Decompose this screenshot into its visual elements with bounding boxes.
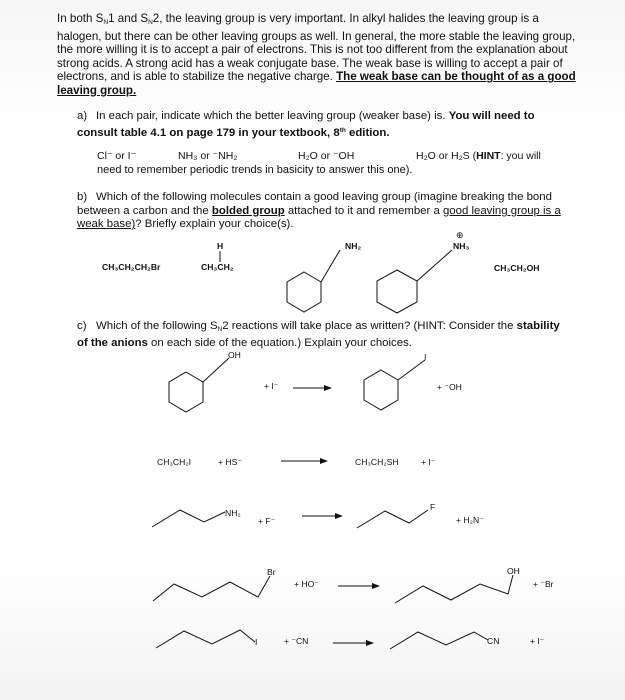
r3-amide: + H₂N⁻ <box>456 515 484 525</box>
r3-nh2: NH₂ <box>225 508 241 518</box>
question-c-sub: N <box>217 326 223 333</box>
r4-bromide: + ⁻Br <box>533 579 554 589</box>
benzene-2-bond <box>417 250 452 281</box>
question-c-label: c) <box>77 320 87 332</box>
r3-fluoride: + F⁻ <box>258 516 276 526</box>
r1-iodide: + I⁻ <box>264 381 279 391</box>
mol-ammonium-charge: ⊕ <box>456 230 464 240</box>
r4-hydroxide: + HO⁻ <box>294 579 319 589</box>
r4-br: Br <box>267 567 276 577</box>
question-c-text: Which of the following S <box>96 320 218 332</box>
benzene-ring-1 <box>287 272 321 312</box>
r2-hs: + HS⁻ <box>218 457 242 467</box>
pair-4-text: H₂O or H₂S ( <box>416 150 477 162</box>
mol-h-top: H <box>217 241 224 251</box>
intro-text: In both S <box>57 12 104 25</box>
intro-emphasis: The weak base can be thought of as a good leaving group. <box>57 70 576 97</box>
r3-amine-chain <box>152 510 225 527</box>
r5-nitrile-chain <box>390 632 488 649</box>
r2-ethyl-iodide: CH₃CH₂I <box>157 457 192 467</box>
question-c-bold: stability of the anions <box>77 320 560 349</box>
mol-propyl-bromide: CH₃CH₂CH₂Br <box>102 262 161 272</box>
r3-f: F <box>430 502 436 512</box>
r5-iodide-chain <box>156 630 258 648</box>
r5-cyanide: + ⁻CN <box>284 636 309 646</box>
r1-right-bond <box>398 360 425 380</box>
question-b-text: Which of the following molecules contain a good leaving group (imagine breaking the bond between a carbon and the <box>77 191 552 217</box>
benzene-ring-2 <box>377 270 417 313</box>
question-a-line3: need to remember periodic trends in basicity to answer this one). <box>97 164 413 176</box>
intro-text-b: 1 and S <box>108 12 149 25</box>
mol-aniline-nh2: NH₂ <box>345 241 362 251</box>
intro-text-c: 2, the leaving group is very important. In alkyl halides the leaving group is a halogen, but there can be other leaving groups as well. In general, the more stable the leaving group, the more willing it is to accept a pair of electrons. This is not too different from the explanation about strong acids. A strong acid has a weak conjugate base. The weak base is willing to accept a pair of electrons, and is able to stabilize the negative charge. <box>57 12 576 84</box>
pair-3: H₂O or ⁻OH <box>298 150 355 162</box>
question-a-end: edition. <box>345 126 390 139</box>
mol-ammonium: NH₃ <box>453 241 470 251</box>
question-a-bold: You will need to consult table 4.1 on page 179 in your textbook, 8 <box>77 110 535 139</box>
intro-sub-2: N <box>148 19 153 26</box>
mol-ethanol: CH₃CH₂OH <box>494 263 540 273</box>
r1-hydroxide: + ⁻OH <box>437 382 462 392</box>
r3-fluoride-chain <box>357 510 428 528</box>
r4-oh: OH <box>507 566 520 576</box>
question-c-text-b: 2 reactions will take place as written? (HINT: Consider the <box>222 320 517 332</box>
r1-oh: OH <box>228 350 241 360</box>
r2-ethanethiol: CH₃CH₂SH <box>355 457 399 467</box>
question-b-mid: attached to it and remember a <box>284 204 443 217</box>
r4-alcohol-chain <box>395 575 513 603</box>
question-a-text: In each pair, indicate which the better leaving group (weaker base) is. <box>96 110 449 122</box>
r1-i: I <box>424 352 427 362</box>
question-b-underlined: good leaving group is a weak base) <box>77 204 561 231</box>
pair-1: Cl⁻ or I⁻ <box>97 150 137 162</box>
question-a-sup: th <box>339 126 346 134</box>
r5-cn: CN <box>487 636 500 646</box>
r5-i: I <box>255 637 258 647</box>
hint-bold: HINT <box>476 150 501 162</box>
question-c-end: on each side of the equation.) Explain your choices. <box>147 336 412 349</box>
r1-cyclohexane-left <box>169 372 203 412</box>
r1-left-bond <box>203 358 229 382</box>
r5-iodide: + I⁻ <box>530 636 545 646</box>
r4-bromide-chain <box>153 576 270 601</box>
question-b-bolded-group: bolded group <box>211 204 285 217</box>
question-a-label: a) <box>77 110 88 122</box>
r1-cyclohexane-right <box>364 370 398 410</box>
intro-sub: N <box>103 19 109 26</box>
pair-2: NH₃ or ⁻NH₂ <box>178 150 238 162</box>
benzene-1-bond <box>321 250 340 282</box>
r2-iodide: + I⁻ <box>421 457 436 467</box>
question-b-label: b) <box>77 191 88 203</box>
hint-rest: : you will <box>500 150 541 162</box>
mol-ethyl-h: CH₃CH₂ <box>201 262 234 272</box>
question-b-end: ? Briefly explain your choice(s). <box>135 218 294 231</box>
